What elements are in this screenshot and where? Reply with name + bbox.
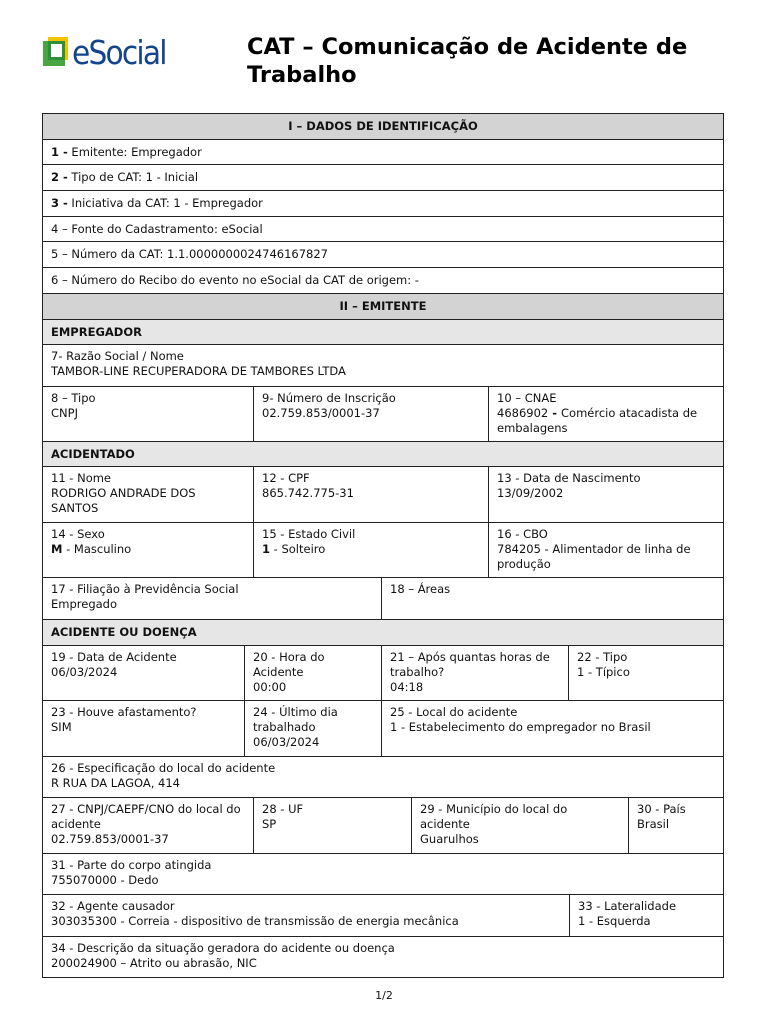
field-value: 865.742.775-31 <box>262 486 354 501</box>
field-label: 12 - CPF <box>262 471 310 486</box>
row-filiacao-areas <box>42 578 724 620</box>
field-value: 200024900 – Atrito ou abrasão, NIC <box>51 955 257 970</box>
field-value: - Masculino <box>62 541 132 556</box>
section-emitente <box>42 294 724 320</box>
field-label: 13 - Data de Nascimento <box>497 471 641 486</box>
field-value: RODRIGO ANDRADE DOS SANTOS <box>51 486 196 516</box>
field-label: 32 - Agente causador <box>51 899 175 914</box>
field-value: 1 - Esquerda <box>578 914 651 929</box>
field-label: 23 - Houve afastamento? <box>51 705 197 720</box>
logo-text: eSocial <box>72 33 166 72</box>
field-text: Tipo de CAT: 1 - Inicial <box>67 170 199 185</box>
field-value: R RUA DA LAGOA, 414 <box>51 775 180 790</box>
field-tipo-cat <box>42 165 724 191</box>
field-label: 27 - CNPJ/CAEPF/CNO do local do acidente <box>51 802 241 832</box>
field-label: 16 - CBO <box>497 526 548 541</box>
field-label: 33 - Lateralidade <box>578 899 677 914</box>
subsection-title: ACIDENTE OU DOENÇA <box>51 624 197 639</box>
field-label: 30 - País <box>637 802 686 817</box>
field-especificacao-local <box>42 757 724 799</box>
row-cnpj-uf-municipio-pais <box>42 798 724 854</box>
field-label: 29 - Município do local do acidente <box>420 802 568 832</box>
page-number: 1/2 <box>375 989 393 1002</box>
field-value: 303035300 - Correia - dispositivo de transmissão de energia mecânica <box>51 914 459 929</box>
field-label: 31 - Parte do corpo atingida <box>51 857 212 872</box>
field-value: 02.759.853/0001-37 <box>51 832 169 847</box>
field-value: 13/09/2002 <box>497 486 564 501</box>
field-value: 755070000 - Dedo <box>51 872 159 887</box>
row-tipo-inscricao-cnae <box>42 387 724 442</box>
field-code: M <box>51 541 63 556</box>
field-text: Emitente: Empregador <box>67 144 202 159</box>
field-label: 17 - Filiação à Previdência Social <box>51 582 239 597</box>
field-value: - Solteiro <box>270 541 326 556</box>
field-recibo <box>42 268 724 294</box>
field-value: CNPJ <box>51 405 78 420</box>
field-label: 10 – CNAE <box>497 390 557 405</box>
field-label: 28 - UF <box>262 802 304 817</box>
field-code: 4686902 <box>497 405 549 420</box>
field-label: 15 - Estado Civil <box>262 526 356 541</box>
field-text: 5 – Número da CAT: 1.1.0000000024746167827 <box>51 247 328 262</box>
row-nome-cpf-nascimento <box>42 467 724 523</box>
field-numero-cat <box>42 242 724 268</box>
field-value: 1 - Estabelecimento do empregador no Brasil <box>390 720 651 735</box>
field-fonte <box>42 217 724 243</box>
field-code: 1 <box>577 664 585 679</box>
field-value: 04:18 <box>390 679 424 694</box>
cat-form <box>42 113 724 978</box>
field-label: 20 - Hora do Acidente <box>253 649 325 679</box>
field-label: 8 – Tipo <box>51 390 96 405</box>
field-value: 06/03/2024 <box>51 664 118 679</box>
row-sexo-civil-cbo <box>42 523 724 579</box>
document-header <box>42 30 732 100</box>
field-label: 21 – Após quantas horas de trabalho? <box>390 649 550 679</box>
field-label: 22 - Tipo <box>577 649 628 664</box>
field-value: TAMBOR-LINE RECUPERADORA DE TAMBORES LTDA <box>51 364 346 379</box>
field-label: 25 - Local do acidente <box>390 705 518 720</box>
field-value: 02.759.853/0001-37 <box>262 405 380 420</box>
subsection-title: ACIDENTADO <box>51 446 135 461</box>
section-title: II – EMITENTE <box>339 298 427 313</box>
subsection-title: EMPREGADOR <box>51 324 142 339</box>
field-label: 9- Número de Inscrição <box>262 390 396 405</box>
page-title: CAT – Comunicação de Acidente de Trabalho <box>247 34 688 88</box>
field-separator: - <box>548 405 561 420</box>
field-parte-corpo <box>42 854 724 896</box>
esocial-logo-icon <box>42 36 74 68</box>
field-label: 11 - Nome <box>51 471 112 486</box>
field-text: 4 – Fonte do Cadastramento: eSocial <box>51 221 263 236</box>
field-value: Guarulhos <box>420 832 479 847</box>
row-agente-lateralidade <box>42 895 724 937</box>
field-label: 7- Razão Social / Nome <box>51 349 184 364</box>
field-value: - Típico <box>584 664 630 679</box>
field-value: - Alimentador de linha de produção <box>497 541 691 571</box>
field-razao-social <box>42 345 724 387</box>
field-code: 784205 <box>497 541 541 556</box>
field-value: Comércio atacadista de embalagens <box>497 405 698 435</box>
field-number: 3 - <box>51 196 68 211</box>
subsection-empregador <box>42 320 724 346</box>
field-value: SP <box>262 817 277 832</box>
section-identificacao <box>42 113 724 140</box>
field-label: 24 - Último dia trabalhado <box>253 705 338 735</box>
field-value: 00:00 <box>253 679 287 694</box>
field-code: 1 <box>262 541 271 556</box>
field-value: 06/03/2024 <box>253 735 320 750</box>
row-data-hora-tipo <box>42 646 724 702</box>
row-afastamento-local <box>42 701 724 757</box>
field-label: 18 – Áreas <box>390 582 451 597</box>
field-emitente <box>42 140 724 166</box>
subsection-acidentado <box>42 442 724 468</box>
field-label: 34 - Descrição da situação geradora do acidente ou doença <box>51 940 395 955</box>
field-label: 26 - Especificação do local do acidente <box>51 760 276 775</box>
field-number: 1 - <box>51 144 68 159</box>
field-number: 2 - <box>51 170 68 185</box>
section-title: I – DADOS DE IDENTIFICAÇÃO <box>288 119 478 133</box>
field-label: 19 - Data de Acidente <box>51 649 177 664</box>
field-value: SIM <box>51 720 72 735</box>
field-text: Iniciativa da CAT: 1 - Empregador <box>67 196 263 211</box>
esocial-logo <box>42 34 187 74</box>
field-label: 14 - Sexo <box>51 526 105 541</box>
field-value: Empregado <box>51 597 118 612</box>
field-descricao-situacao <box>42 937 724 979</box>
field-value: Brasil <box>637 817 670 832</box>
field-text: 6 – Número do Recibo do evento no eSocial da CAT de origem: - <box>51 273 419 288</box>
field-iniciativa <box>42 191 724 217</box>
subsection-acidente <box>42 620 724 646</box>
